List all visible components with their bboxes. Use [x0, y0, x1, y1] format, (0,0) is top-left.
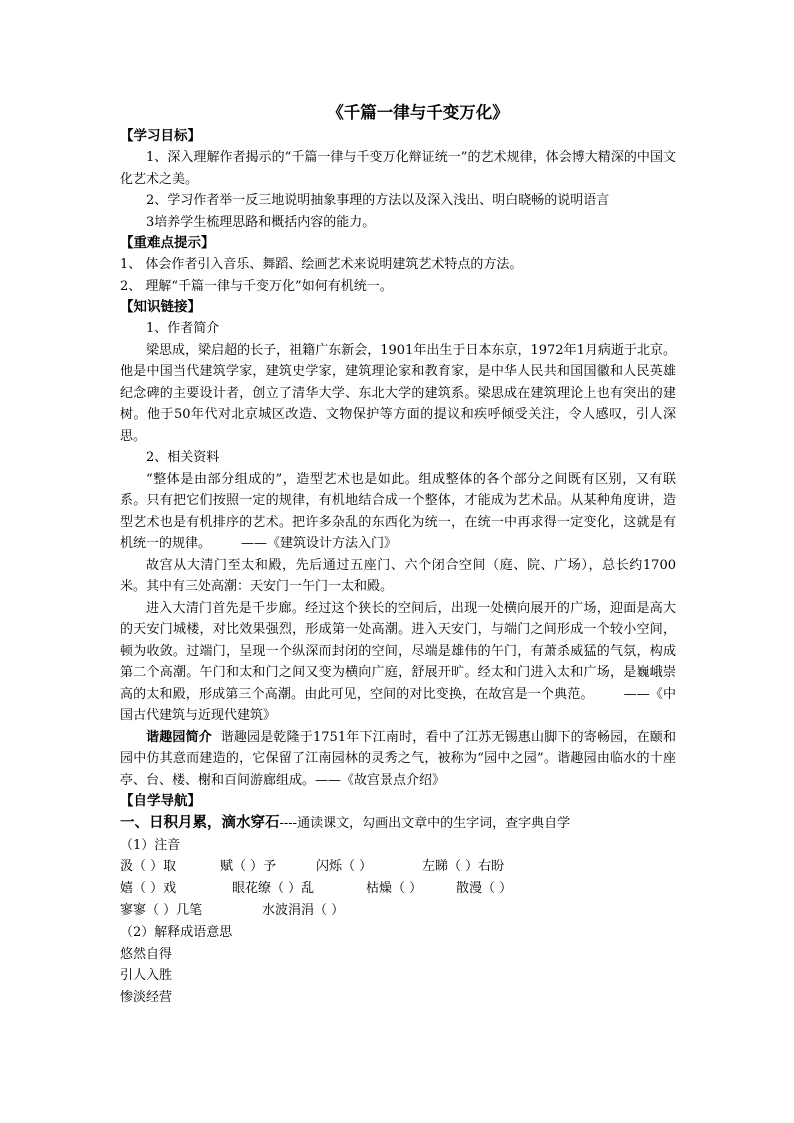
- phonetic-row-3: [120, 900, 676, 922]
- keypoints-heading: 【重难点提示】: [120, 235, 215, 251]
- phonetic-item: 嬉（ ）戏: [120, 881, 177, 896]
- material-reference-3: ——《中国古代建筑与近现代建筑》: [120, 686, 676, 723]
- material-paragraph-1: [120, 469, 676, 555]
- idiom-item: 惨淡经营: [120, 989, 173, 1005]
- phonetic-item: 汲（ ）取: [120, 859, 177, 874]
- phonetic-item: 闪烁（ ）: [316, 859, 373, 874]
- guide-heading: 【自学导航】: [120, 793, 201, 809]
- material-reference-4: ——《故宫景点介绍》: [315, 772, 446, 788]
- goal-item-3: 3培养学生梳理思路和概括内容的能力。: [146, 214, 376, 230]
- phonetic-item: 散漫（ ）: [456, 881, 513, 896]
- phonetic-item: 枯燥（ ）: [366, 881, 423, 896]
- material-paragraph-2: 故宫从大清门至太和殿，先后通过五座门、六个闭合空间（庭、院、广场），总长约1700米。其中有三处高潮：天安门一午门一太和殿。: [120, 557, 676, 594]
- garden-intro-text: 谐趣园是乾隆于1751年下江南时，看中了江苏无锡惠山脚下的寄畅园，在颐和园中仿其意而建造的，它保留了江南园林的灵秀之气，被称为“园中之园”。谐趣园由临水的十座亭、台、楼、榭和百间游廊组成。: [120, 729, 676, 788]
- phonetic-item: 眼花缭（ ）乱: [232, 881, 315, 896]
- document-title: 《千篇一律与千变万化》: [327, 103, 509, 122]
- idiom-item: 引人入胜: [120, 968, 173, 983]
- phonetic-item: 赋（ ）予: [220, 859, 277, 874]
- phonetic-subheading: （1）注音: [120, 837, 181, 853]
- author-paragraph: 梁思成，梁启超的长子，祖籍广东新会，1901年出生于日本东京，1972年1月病逝于北京。他是中国当代建筑学家，建筑史学家，建筑理论家和教育家，是中华人民共和国国徽和人民英雄纪念碑的主要设计者，创立了清华大学、东北大学的建筑系。梁思成在建筑理论上也有突出的建树。他于50年代对北京城区改造、文物保护等方面的提议和疾呼倾受关注，令人感叹，引人深思。: [120, 342, 676, 444]
- knowledge-heading: 【知识链接】: [120, 299, 201, 315]
- keypoint-item-1: 1、 体会作者引入音乐、舞蹈、绘画艺术来说明建筑艺术特点的方法。: [120, 257, 523, 272]
- goal-item-2: 2、学习作者举一反三地说明抽象事理的方法以及深入浅出、明白晓畅的说明语言: [146, 193, 610, 208]
- material-text-1: “整体是由部分组成的”，造型艺术也是如此。组成整体的各个部分之间既有区别，又有联系。只有把它们按照一定的规律，有机地结合成一个整体，才能成为艺术品。从某种角度讲，造型艺术也是有机排序的艺术。把许多杂乱的东西化为统一，在统一中再求得一定变化，这就是有机统一的规律。: [120, 471, 676, 551]
- material-label: 2、相关资料: [146, 450, 220, 465]
- material-reference-1: ——《建筑设计方法入门》: [241, 536, 398, 551]
- material-paragraph-4: [120, 727, 676, 792]
- garden-intro-label: 谐趣园简介: [146, 729, 212, 745]
- section-1-title: 一、日积月累，滴水穿石: [120, 814, 280, 831]
- phonetic-row-1: [120, 856, 676, 878]
- phonetic-item: 寥寥（ ）几笔: [120, 903, 203, 918]
- document-page: [120, 100, 676, 1008]
- idiom-subheading: （2）解释成语意思: [120, 925, 233, 940]
- section-1-description: ----通读课文，勾画出文章中的生字词，查字典自学: [279, 816, 571, 831]
- goal-item-1: 1、深入理解作者揭示的“千篇一律与千变万化辩证统一”的艺术规律，体会博大精深的中国文化艺术之美。: [120, 150, 676, 187]
- idiom-item: 悠然自得: [120, 946, 173, 962]
- keypoint-item-2: 2、 理解“千篇一律与千变万化”如何有机统一。: [120, 278, 393, 294]
- material-paragraph-3: [120, 598, 676, 727]
- phonetic-item: 水波涓涓（ ）: [262, 903, 345, 918]
- phonetic-row-2: [120, 878, 676, 900]
- goals-heading: 【学习目标】: [120, 128, 201, 144]
- author-label: 1、作者简介: [146, 321, 220, 336]
- section-1-line: [120, 812, 676, 835]
- material-text-3: 进入大清门首先是千步廊。经过这个狭长的空间后，出现一处横向展开的广场，迎面是高大的天安门城楼，对比效果强烈，形成第一处高潮。进入天安门，与端门之间形成一个较小空间，顿为收敛。过端门，呈现一个纵深而封闭的空间，尽端是雄伟的午门，有萧杀威猛的气氛，构成第二个高潮。午门和太和门之间又变为横向广庭，舒展开旷。经太和门进入太和广场，是巍峨崇高的太和殿，形成第三个高潮。由此可见，空间的对比变换，在故宫是一个典范。: [120, 600, 676, 702]
- phonetic-item: 左睇（ ）右盼: [422, 859, 505, 874]
